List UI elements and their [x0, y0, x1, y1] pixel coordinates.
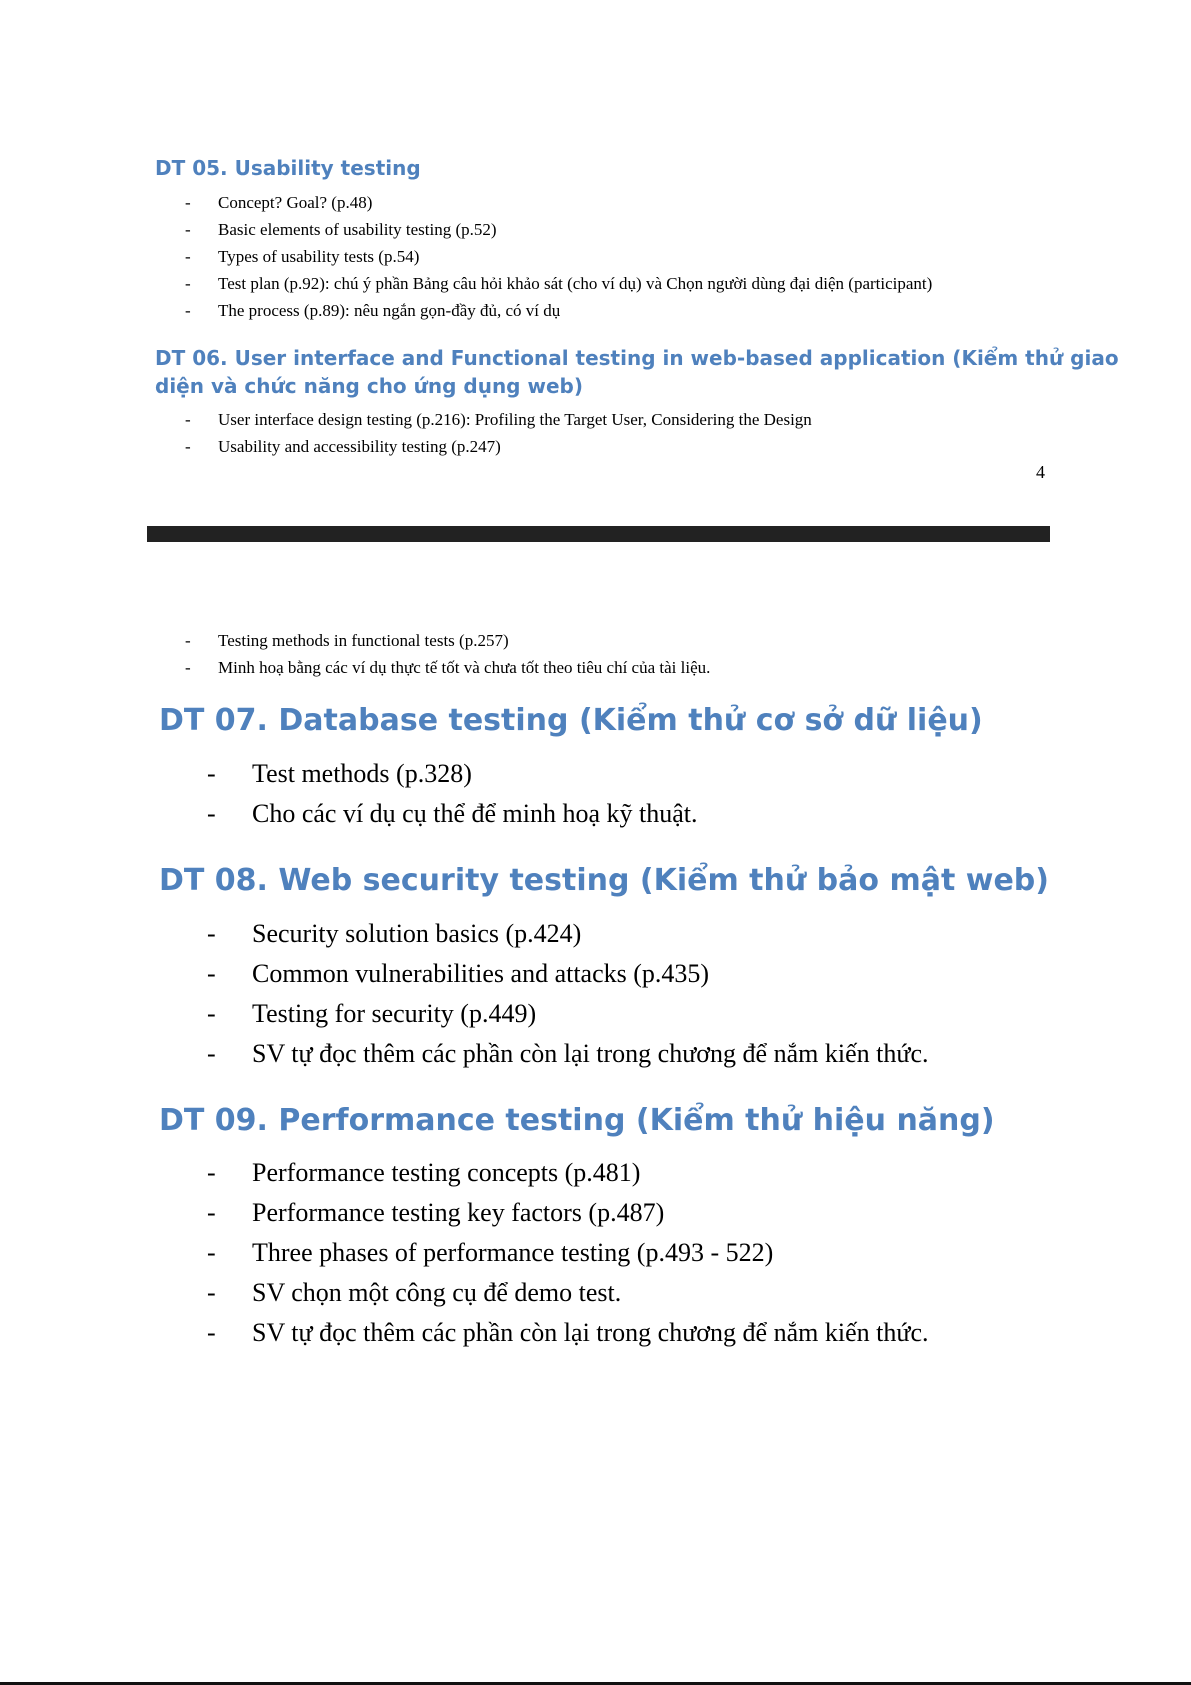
list-item: - Security solution basics (p.424): [207, 914, 928, 954]
dash-bullet: -: [207, 1198, 216, 1227]
dash-bullet: -: [185, 274, 191, 293]
dash-bullet: -: [185, 220, 191, 239]
page-number: 4: [1036, 462, 1045, 482]
dt06-continued-list: [185, 627, 710, 681]
list-item: - Concept? Goal? (p.48): [185, 189, 932, 216]
dash-bullet: -: [207, 1318, 216, 1347]
dash-bullet: -: [207, 999, 216, 1028]
dt06-list: [185, 406, 812, 460]
dash-bullet: -: [185, 301, 191, 320]
dash-bullet: -: [185, 247, 191, 266]
list-item: - SV tự đọc thêm các phần còn lại trong chương để nắm kiến thức.: [207, 1313, 928, 1353]
dash-bullet: -: [185, 658, 191, 677]
dash-bullet: -: [185, 410, 191, 429]
dash-bullet: -: [207, 1158, 216, 1187]
dt09-heading: DT 09. Performance testing (Kiểm thử hiệu năng): [159, 1103, 995, 1138]
dash-bullet: -: [207, 799, 216, 828]
list-item: - Cho các ví dụ cụ thể để minh hoạ kỹ thuật.: [207, 794, 698, 834]
list-item: - Minh hoạ bằng các ví dụ thực tế tốt và chưa tốt theo tiêu chí của tài liệu.: [185, 654, 710, 681]
list-item: - Basic elements of usability testing (p.52): [185, 216, 932, 243]
dash-bullet: -: [207, 959, 216, 988]
dt05-list: [185, 189, 932, 324]
dash-bullet: -: [207, 759, 216, 788]
list-item: - Types of usability tests (p.54): [185, 243, 932, 270]
dt09-list: [207, 1153, 928, 1353]
dt08-heading: DT 08. Web security testing (Kiểm thử bảo mật web): [159, 863, 1049, 898]
list-item: - Testing for security (p.449): [207, 994, 928, 1034]
dt06-heading-line2: diện và chức năng cho ứng dụng web): [155, 374, 583, 398]
list-item: - User interface design testing (p.216): Profiling the Target User, Considering the Design: [185, 406, 812, 433]
list-item: - Testing methods in functional tests (p.257): [185, 627, 710, 654]
list-item: - Usability and accessibility testing (p.247): [185, 433, 812, 460]
dt07-list: [207, 754, 698, 834]
list-item: - Three phases of performance testing (p.493 - 522): [207, 1233, 928, 1273]
dt06-heading: [155, 344, 1119, 400]
list-item: - Test plan (p.92): chú ý phần Bảng câu hỏi khảo sát (cho ví dụ) và Chọn người dùng đại diện (participant): [185, 270, 932, 297]
list-item: - SV tự đọc thêm các phần còn lại trong chương để nắm kiến thức.: [207, 1034, 928, 1074]
list-item: - The process (p.89): nêu ngắn gọn-đầy đủ, có ví dụ: [185, 297, 932, 324]
dash-bullet: -: [207, 1278, 216, 1307]
dt06-heading-line1: DT 06. User interface and Functional testing in web-based application (Kiểm thử giao: [155, 346, 1119, 370]
dash-bullet: -: [185, 631, 191, 650]
dash-bullet: -: [207, 919, 216, 948]
dt08-list: [207, 914, 928, 1074]
dt05-heading: DT 05. Usability testing: [155, 156, 421, 180]
dash-bullet: -: [207, 1238, 216, 1267]
list-item: - Performance testing concepts (p.481): [207, 1153, 928, 1193]
list-item: - Performance testing key factors (p.487): [207, 1193, 928, 1233]
dash-bullet: -: [207, 1039, 216, 1068]
page-separator: [147, 526, 1050, 542]
list-item: - Test methods (p.328): [207, 754, 698, 794]
dt07-heading: DT 07. Database testing (Kiểm thử cơ sở dữ liệu): [159, 703, 983, 738]
list-item: - SV chọn một công cụ để demo test.: [207, 1273, 928, 1313]
dash-bullet: -: [185, 193, 191, 212]
dash-bullet: -: [185, 437, 191, 456]
list-item: - Common vulnerabilities and attacks (p.435): [207, 954, 928, 994]
